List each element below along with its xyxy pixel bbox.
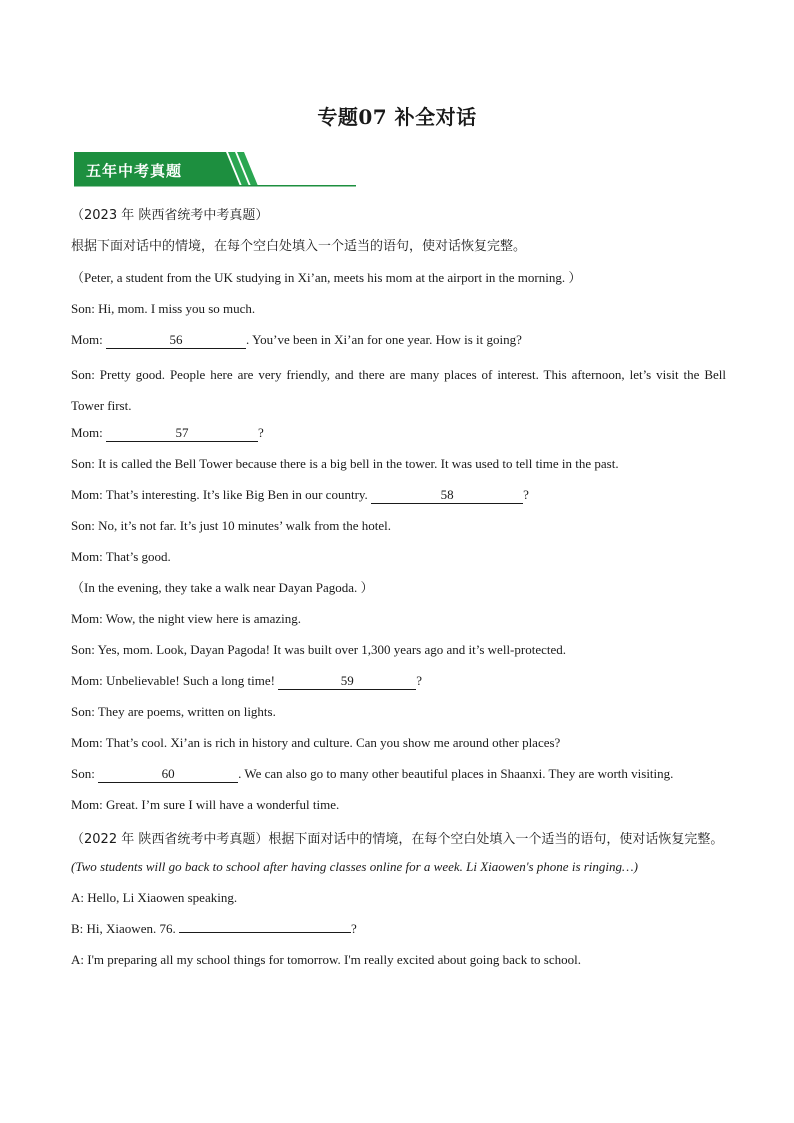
dialogue-line: Mom: That’s cool. Xi’an is rich in history and culture. Can you show me around other places? [71,735,561,750]
section-banner [74,152,356,188]
dialogue-line: Son: Pretty good. People here are very friendly, and there are many places of interest. This afternoon, let’s visit the Bell Tower first. [71,367,726,413]
dialogue-line: Mom: That’s good. [71,549,171,564]
scene-description: （Peter, a student from the UK studying in Xi’an, meets his mom at the airport in the morning. ） [71,270,582,285]
answer-blank-60: 60 [98,766,238,783]
section-label: 五年中考真题 [86,162,183,180]
dialogue-line: Mom: Great. I’m sure I will have a wonderful time. [71,797,340,812]
answer-blank-59: 59 [278,673,416,690]
dialogue-line: Mom: 56 . You’ve been in Xi’an for one year. How is it going? [71,332,522,347]
exercise2-intro: （2022 年 陕西省统考中考真题）根据下面对话中的情境，在每个空白处填入一个适当的语句，使对话恢复完整。 [71,832,724,847]
scene-description: (Two students will go back to school after having classes online for a week. Li Xiaowen's phone is ringing…) [71,859,638,874]
dialogue-line: Son: They are poems, written on lights. [71,704,276,719]
scene-description: （In the evening, they take a walk near Dayan Pagoda. ） [71,580,374,595]
exercise1-instruction: 根据下面对话中的情境，在每个空白处填入一个适当的语句，使对话恢复完整。 [71,239,527,254]
dialogue-line: Mom: Unbelievable! Such a long time! 59 ? [71,673,423,688]
answer-blank-56: 56 [106,332,246,349]
dialogue-line: Mom: Wow, the night view here is amazing. [71,611,302,626]
dialogue-line: A: Hello, Li Xiaowen speaking. [71,890,238,905]
answer-blank-58: 58 [371,487,523,504]
document-body [71,204,726,979]
dialogue-line: A: I'm preparing all my school things for tomorrow. I'm really excited about going back to school. [71,952,582,967]
dialogue-line: Son: It is called the Bell Tower because there is a big bell in the tower. It was used to tell time in the past. [71,456,619,471]
answer-blank-57: 57 [106,425,258,442]
dialogue-line: Son: 60 . We can also go to many other beautiful places in Shaanxi. They are worth visiting. [71,766,674,781]
answer-blank-76 [179,932,351,933]
dialogue-line: Mom: 57 ? [71,425,264,440]
page-title: 专题07 补全对话 [317,105,477,129]
dialogue-line: Mom: That’s interesting. It’s like Big Ben in our country. 58 ? [71,487,529,502]
dialogue-line: Son: No, it’s not far. It’s just 10 minutes’ walk from the hotel. [71,518,392,533]
dialogue-line: Son: Yes, mom. Look, Dayan Pagoda! It was built over 1,300 years ago and it’s well-protected. [71,642,566,657]
dialogue-line: Son: Hi, mom. I miss you so much. [71,301,256,316]
dialogue-line: B: Hi, Xiaowen. 76. ? [71,921,357,936]
exercise1-source: （2023 年 陕西省统考中考真题） [71,208,269,223]
